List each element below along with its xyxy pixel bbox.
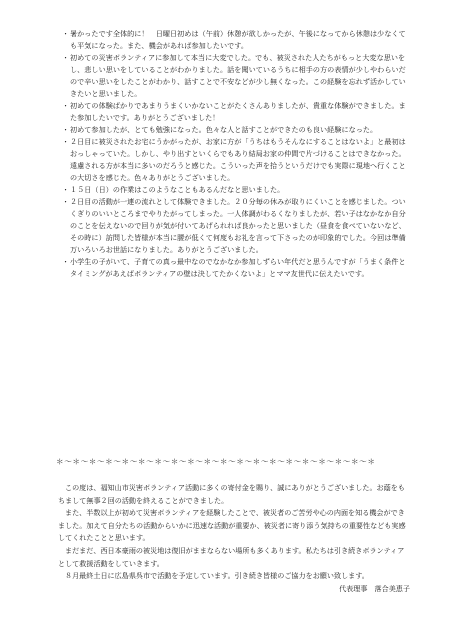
signature: 代表理事 落合美恵子 xyxy=(339,583,410,593)
bullet-marker: ・ xyxy=(62,137,70,146)
bullet-marker: ・ xyxy=(62,29,70,38)
bullet-marker: ・ xyxy=(62,53,70,62)
feedback-text: 暑かったです全体的に！ 日曜日初めは（午前）休憩が欲しかったが、午後になってから休憩は少なくても平気になった。また、機会があれば参加したいです。 xyxy=(70,29,406,50)
feedback-item xyxy=(62,28,410,52)
feedback-text: 初めての災害ボランティアに参加して本当に大変でした。でも、被災された人たちがもっと大変な思いをし、悲しい思いをしていることがわかりました。話を聞いているうちに相手の方の表情が少しやわらいだので辛い思いをしたことがわかり、話すことで不安などが少し無くなった。この経験を忘れず活かしていきたいと思いました。 xyxy=(70,53,406,98)
feedback-text: ２日目の活動が一連の流れとして体験できました。２０分毎の休みが取りにくいことを感じました。ついくぎりのいいところまでやりたがってしまった。一人体調がわるくなりましたが、若い子はなかなか自分のことを伝えないので回りが気が付いてあげられれば良かったと思いました（昼食を食べていないなど、その時に）訪問した皆様が本当に腰が低くて何度もお礼を言って下さったのが印象的でした。今回は準備万いろいろお世話になりました。ありがとうございました。 xyxy=(70,197,406,254)
feedback-item xyxy=(62,256,410,280)
feedback-item xyxy=(62,124,410,136)
feedback-item xyxy=(62,52,410,100)
closing-paragraph: ８月最終土日に広島県呉市で活動を予定しています。引き続き皆様のご協力をお願い致します。 xyxy=(65,571,369,581)
participant-feedback-list xyxy=(62,28,410,280)
bullet-marker: ・ xyxy=(62,125,70,134)
bullet-marker: ・ xyxy=(62,185,70,194)
decorative-separator: ＊～＊～＊～＊～＊～＊～＊～＊～＊～＊～＊～＊～＊～＊～＊～＊～＊～＊～＊～＊ xyxy=(56,457,376,466)
closing-paragraph: まだまだ、西日本豪雨の被災地は復旧がままならない場所も多くあります。私たちは引き続きボランティアとして救援活動をしていきます。 xyxy=(58,545,405,568)
bullet-marker: ・ xyxy=(62,197,70,206)
feedback-text: １５日（日）の作業はこのようなこともあるんだなと思いました。 xyxy=(70,185,285,194)
feedback-item xyxy=(62,100,410,124)
feedback-text: 初めて参加したが、とても勉強になった。色々な人と話すことができたのも良い経験になった。 xyxy=(70,125,378,134)
closing-paragraph: この度は、福知山市災害ボランティア活動に多くの寄付金を賜り、誠にありがとうございました。お蔭をもちまして無事２回の活動を終えることができました。 xyxy=(58,483,405,505)
feedback-item xyxy=(62,196,410,256)
feedback-text: 初めての体験ばかりであまりうまくいかないことがたくさんありましたが、貴重な体験ができました。また参加したいです。ありがとうございました！ xyxy=(70,101,406,122)
feedback-text: ２日目に被災されたお宅にうかがったが、お家に方が「うちはもうそんなにすることはないよ」と最初はおっしゃっていた。しかし、やり出すといくらでもあり結局お家の仲間で片づけることはできなかった。遠慮される方が本当に多いのだろうと感じた。こういった声を拾うというだけでも実際に現地へ行くことの大切さを感じた。色々ありがとうございました。 xyxy=(70,137,406,182)
closing-paragraph: また、半数以上が初めて災害ボランティアを経験したことで、被災者のご苦労や心の内面を知る機会ができました。加えて自分たちの活動からいかに迅速な活動が重要か、被災者に寄り添う気持ちの重要性なども実感してくれたことと思います。 xyxy=(58,508,406,543)
signature-line xyxy=(58,583,410,596)
closing-message xyxy=(58,482,410,595)
bullet-marker: ・ xyxy=(62,257,70,266)
feedback-item xyxy=(62,184,410,196)
feedback-text: 小学生の子がいて、子育ての真っ最中なのでなかなか参加しずらい年代だと思うんですが「うまく条件とタイミングがあえばボランティアの壁は決してたかくないよ」とママ友世代に伝えたいです。 xyxy=(70,257,406,278)
bullet-marker: ・ xyxy=(62,101,70,110)
feedback-item xyxy=(62,136,410,184)
